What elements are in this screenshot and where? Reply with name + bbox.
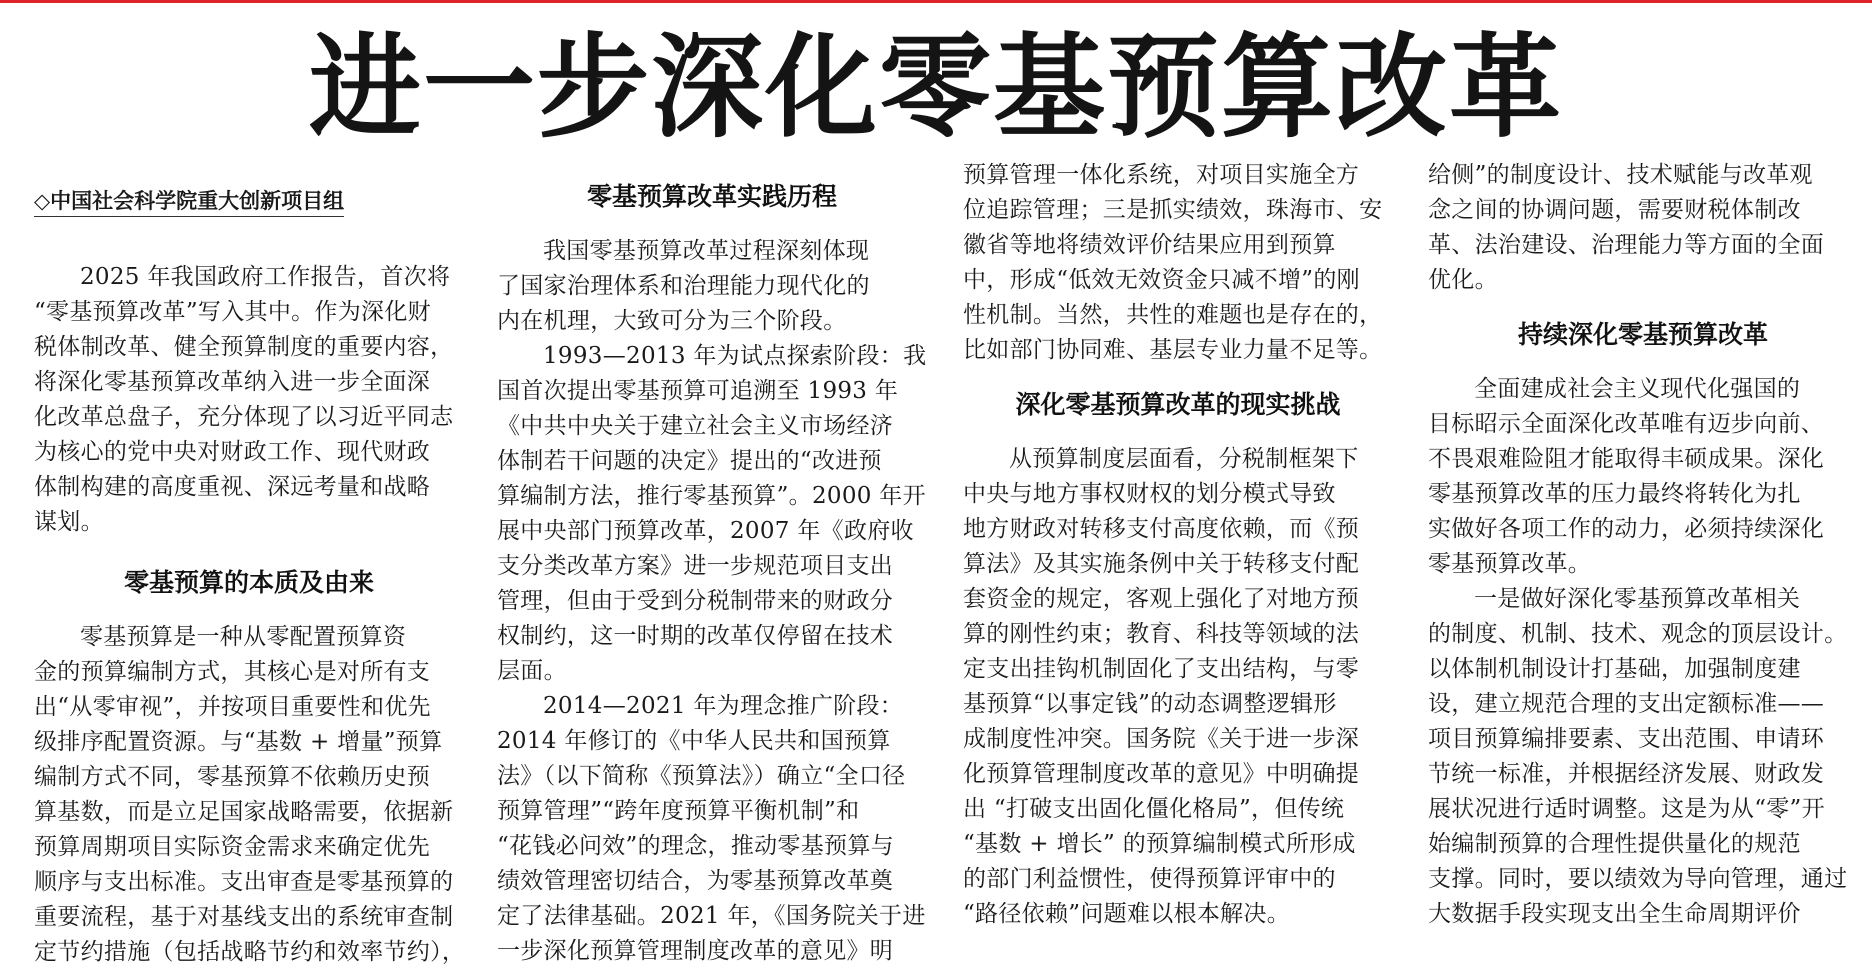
section-title-challenges: 深化零基预算改革的现实挑战 [1015,390,1341,419]
c2-p2 [497,339,927,689]
text-line: 2014 年修订的《中华人民共和国预算 [497,728,891,754]
text-line: 体制若干问题的决定》提出的“改进预 [497,448,882,474]
text-line: 《中共中央关于建立社会主义市场经济 [497,413,894,439]
text-line: “基数 + 增长” 的预算编制模式所形成 [963,831,1356,857]
text-line: 绩效管理密切结合，为零基预算改革奠 [497,868,894,894]
text-line: 2025 年我国政府工作报告，首次将 [80,264,451,290]
text-line: 位追踪管理；三是抓实绩效，珠海市、安 [963,197,1383,223]
text-line: 给侧”的制度设计、技术赋能与改革观 [1428,162,1813,188]
text-line: 国首次提出零基预算可追溯至 1993 年 [497,378,899,404]
text-line: 项目预算编排要素、支出范围、申请环 [1428,726,1825,752]
byline: ◇中国社会科学院重大创新项目组 [34,186,464,216]
text-line: 设，建立规范合理的支出定额标准—— [1428,691,1825,717]
text-line: 算法》及其实施条例中关于转移支付配 [963,551,1360,577]
text-line: 1993—2013 年为试点探索阶段：我 [543,343,927,369]
text-line: 2014—2021 年为理念推广阶段： [543,693,904,719]
text-line: 出 “打破支出固化僵化格局”，但传统 [963,796,1345,822]
c1-p2 [34,620,464,970]
text-line: 优化。 [1428,267,1498,293]
text-line: 定支出挂钩机制固化了支出结构，与零 [963,656,1360,682]
c4-p1 [1428,158,1858,298]
text-line: 目标昭示全面深化改革唯有迈步向前、 [1428,411,1825,437]
text-line: 我国零基预算改革过程深刻体现 [543,238,870,264]
text-line: 基预算“以事定钱”的动态调整逻辑形 [963,691,1337,717]
text-line: 算基数，而是立足国家战略需要，依据新 [34,799,454,825]
text-line: 预算周期项目实际资金需求来确定优先 [34,834,431,860]
text-line: 从预算制度层面看，分税制框架下 [1009,446,1359,472]
column-4 [1428,158,1858,932]
text-line: “路径依赖”问题难以根本解决。 [963,901,1291,927]
text-line: 性机制。当然，共性的难题也是存在的， [963,302,1383,328]
text-line: 化改革总盘子，充分体现了以习近平同志 [34,404,454,430]
text-line: 编制方式不同，零基预算不依赖历史预 [34,764,431,790]
section-title-deepen: 持续深化零基预算改革 [1517,320,1768,349]
text-line: “零基预算改革”写入其中。作为深化财 [34,299,431,325]
text-line: 全面建成社会主义现代化强国的 [1474,376,1801,402]
text-line: 始编制预算的合理性提供量化的规范 [1428,831,1801,857]
c1-intro [34,260,464,540]
top-red-rule [0,0,1872,3]
text-line: 中，形成“低效无效资金只减不增”的刚 [963,267,1360,293]
text-line: 金的预算编制方式，其核心是对所有支 [34,659,431,685]
text-line: 出“从零审视”，并按项目重要性和优先 [34,694,431,720]
text-line: 以体制机制设计打基础，加强制度建 [1428,656,1801,682]
text-line: 级排序配置资源。与“基数 + 增量”预算 [34,729,443,755]
text-line: 零基预算改革的压力最终将转化为扎 [1428,481,1801,507]
text-line: 为核心的党中央对财政工作、现代财政 [34,439,431,465]
c3-p1 [963,158,1393,368]
text-line: 的制度、机制、技术、观念的顶层设计。 [1428,621,1848,647]
text-line: 重要流程，基于对基线支出的系统审查制 [34,904,454,930]
text-line: 税体制改革、健全预算制度的重要内容， [34,334,454,360]
text-line: 定了法律基础。2021 年，《国务院关于进 [497,903,926,929]
text-line: 法》（以下简称《预算法》）确立“全口径 [497,763,906,789]
text-line: “花钱必问效”的理念，推动零基预算与 [497,833,894,859]
text-line: 零基预算改革。 [1428,551,1592,577]
text-line: 节统一标准，并根据经济发展、财政发 [1428,761,1825,787]
text-line: 权制约，这一时期的改革仅停留在技术 [497,623,894,649]
text-line: 顺序与支出标准。支出审查是零基预算的 [34,869,454,895]
c3-p2 [963,442,1393,932]
text-line: 谋划。 [34,509,104,535]
text-line: 一是做好深化零基预算改革相关 [1474,586,1801,612]
text-line: 的部门利益惯性，使得预算评审中的 [963,866,1336,892]
text-line: 革、法治建设、治理能力等方面的全面 [1428,232,1825,258]
text-line: 成制度性冲突。国务院《关于进一步深 [963,726,1360,752]
text-line: 实做好各项工作的动力，必须持续深化 [1428,516,1825,542]
text-line: 体制构建的高度重视、深远考量和战略 [34,474,431,500]
column-3 [963,158,1393,932]
text-line: 展中央部门预算改革，2007 年《政府收 [497,518,914,544]
text-line: 念之间的协调问题，需要财税体制改 [1428,197,1801,223]
text-line: 算的刚性约束；教育、科技等领域的法 [963,621,1360,647]
text-line: 一步深化预算管理制度改革的意见》明 [497,938,894,964]
text-line: 定节约措施（包括战略节约和效率节约）， [34,939,466,965]
column-1 [34,186,464,970]
text-line: 内在机理，大致可分为三个阶段。 [497,308,847,334]
text-line: 了国家治理体系和治理能力现代化的 [497,273,870,299]
section-title-history: 零基预算改革实践历程 [586,182,837,211]
text-line: 层面。 [497,658,567,684]
text-line: 中央与地方事权财权的划分模式导致 [963,481,1336,507]
c2-p3 [497,689,927,969]
text-line: 化预算管理制度改革的意见》中明确提 [963,761,1360,787]
text-line: 将深化零基预算改革纳入进一步全面深 [34,369,431,395]
c2-p1 [497,234,927,339]
text-line: 支撑。同时，要以绩效为导向管理，通过 [1428,866,1848,892]
text-line: 展状况进行适时调整。这是为从“零”开 [1428,796,1825,822]
text-line: 套资金的规定，客观上强化了对地方预 [963,586,1360,612]
text-line: 徽省等地将绩效评价结果应用到预算 [963,232,1336,258]
c4-p2 [1428,372,1858,582]
c4-p3 [1428,582,1858,932]
text-line: 预算管理一体化系统，对项目实施全方 [963,162,1360,188]
section-title-essence: 零基预算的本质及由来 [123,568,374,597]
text-line: 算编制方法，推行零基预算”。2000 年开 [497,483,926,509]
text-line: 预算管理”“跨年度预算平衡机制”和 [497,798,860,824]
text-line: 支分类改革方案》进一步规范项目支出 [497,553,894,579]
text-line: 不畏艰难险阻才能取得丰硕成果。深化 [1428,446,1825,472]
text-line: 大数据手段实现支出全生命周期评价 [1428,901,1801,927]
headline: 进一步深化零基预算改革 [309,23,1563,153]
column-2 [497,182,927,969]
text-line: 零基预算是一种从零配置预算资 [80,624,407,650]
text-line: 地方财政对转移支付高度依赖，而《预 [963,516,1360,542]
text-line: 比如部门协同难、基层专业力量不足等。 [963,337,1383,363]
text-line: 管理，但由于受到分税制带来的财政分 [497,588,894,614]
